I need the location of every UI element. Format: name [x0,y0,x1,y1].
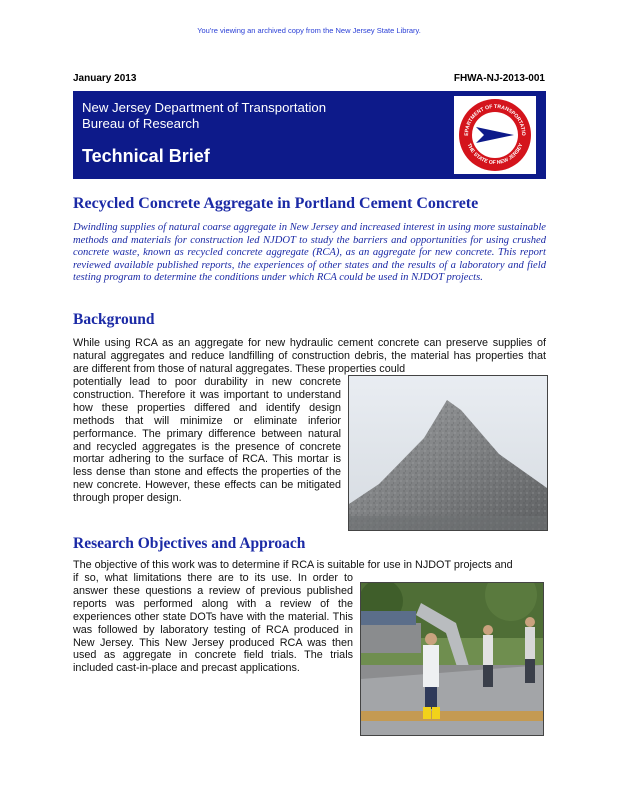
njdot-seal-icon [457,97,533,173]
department-name [82,100,326,132]
report-number: FHWA-NJ-2013-001 [453,73,545,84]
background-heading: Background [73,311,155,328]
brief-title: Recycled Concrete Aggregate in Portland Cement Concrete [73,195,479,212]
logo-text-bottom: THE STATE OF NEW JERSEY [465,142,525,167]
logo-text-top: EPARTMENT OF TRANSPORTATIO [463,103,527,136]
publication-date: January 2013 [73,73,137,84]
rca-stockpile-photo [348,375,548,531]
department-line: New Jersey Department of Transportation [82,100,327,115]
research-heading: Research Objectives and Approach [73,535,306,552]
archive-notice: You're viewing an archived copy from the New Jersey State Library. [197,26,421,35]
technical-brief-label: Technical Brief [82,146,210,166]
header-banner [73,91,546,179]
research-paragraph-wrap: if so, what limitations there are to its use. In order to answer these questions a review of previous published reports was performed along with a review of the experiences other state DOTs have with the material. This was followed by laboratory testing of RCA produced in New Jersey. This New Jersey produced RCA was then used as aggregate in concrete field trials. The trials included cast-in-place and precast applications. [73,572,353,675]
abstract: Dwindling supplies of natural coarse aggregate in New Jersey and increased interest in using more sustainable methods and materials for construction led NJDOT to study the barriers and opportunities for using crushed concrete waste, known as recycled concrete aggregate (RCA), as an aggregate for new concrete. This report reviewed available published reports, the experiences of other states and the results of a laboratory and field testing program to determine the conditions under which RCA could be used in NJDOT projects. [73,222,546,284]
background-paragraph-intro: While using RCA as an aggregate for new hydraulic cement concrete can preserve supplies of natural aggregates and reduce landfilling of construction debris, the material has properties that are different from those of natural aggregates. These properties could [73,337,546,375]
background-paragraph-wrap: potentially lead to poor durability in new concrete construction. Therefore it was important to understand how these properties differed and identify design methods that will minimize or eliminate inferior performance. The primary difference between natural and recycled aggregates is the presence of concrete mortar adhering to the surface of RCA. This mortar is less dense than stone and effects the properties of the new concrete. However, these effects can be mitigated through proper design. [73,376,341,505]
njdot-logo [454,96,536,174]
concrete-pour-photo [360,582,544,736]
aggregate-pile-image [349,376,547,530]
field-trial-image [361,583,543,735]
bureau-line: Bureau of Research [82,116,200,131]
research-paragraph-intro: The objective of this work was to determine if RCA is suitable for use in NJDOT projects and [73,559,513,571]
